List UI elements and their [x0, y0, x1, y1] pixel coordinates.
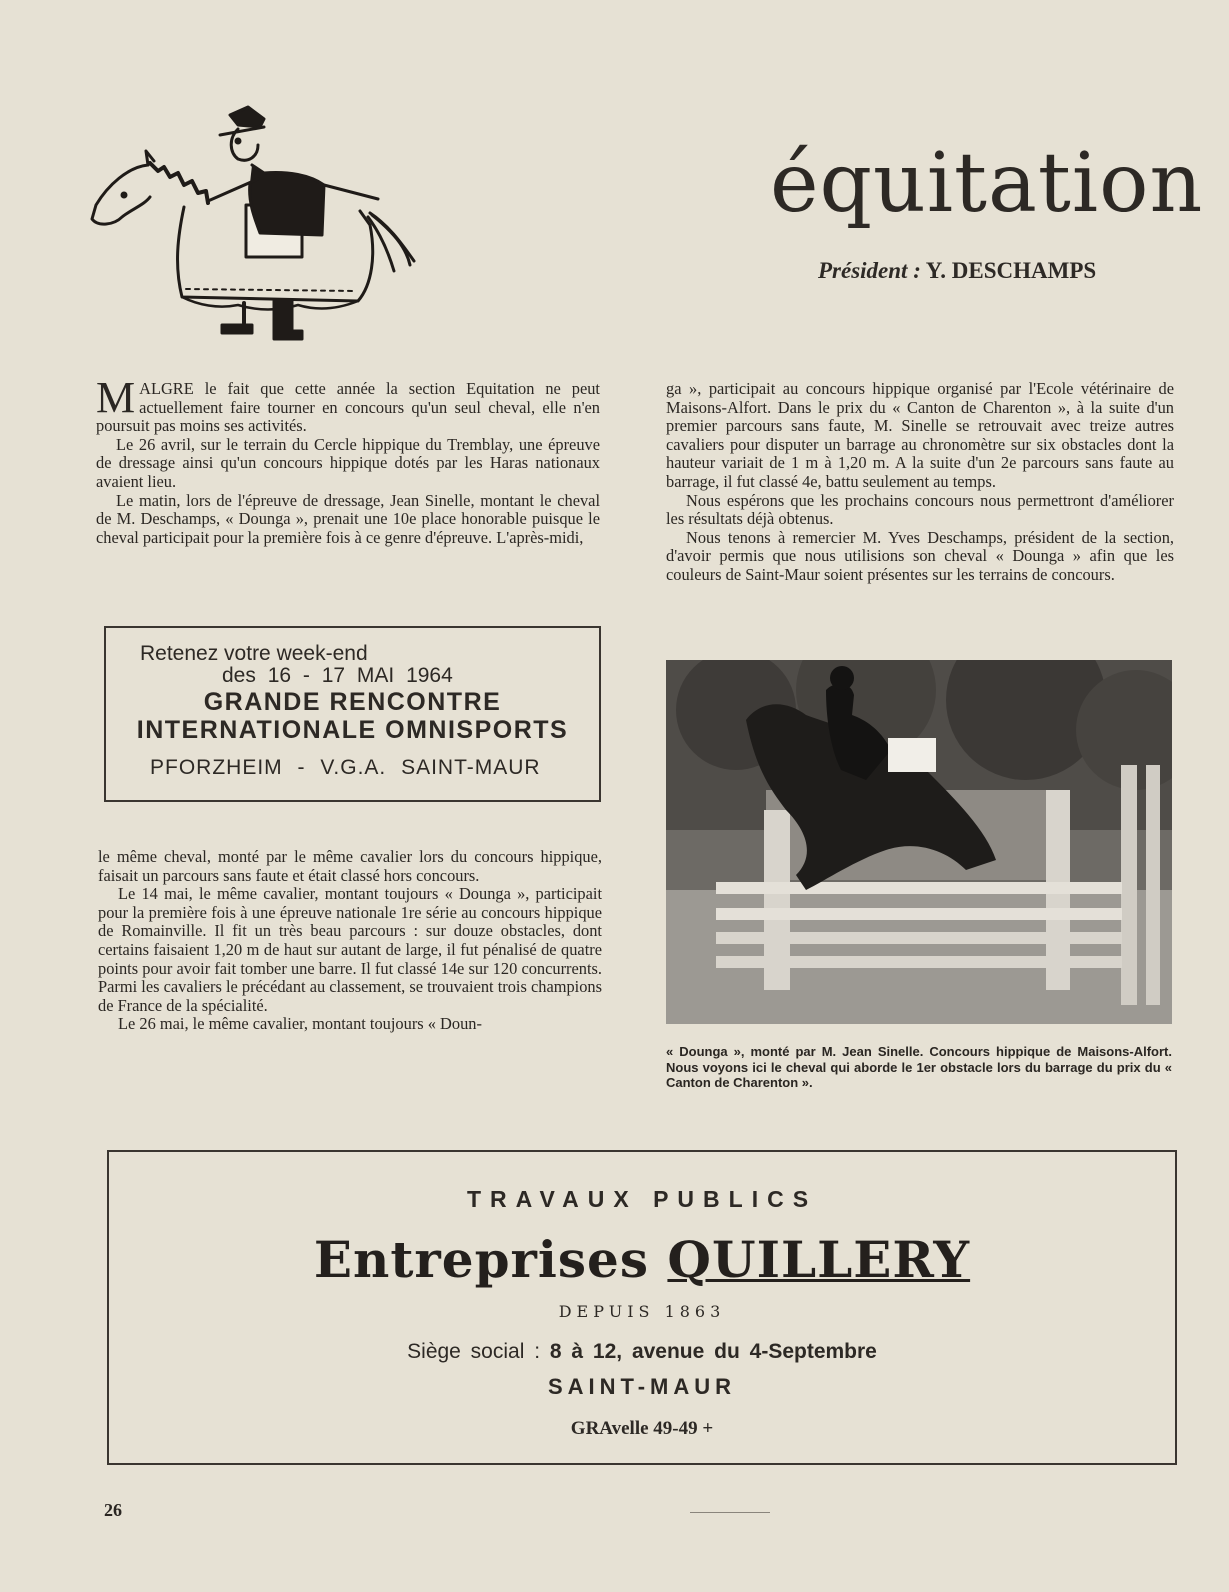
- article-paragraph: Le 26 avril, sur le terrain du Cercle hippique du Tremblay, une épreuve de dressage ainsi qu'un concours hippique dotés par les Haras nationaux avaient lieu.: [96, 434, 600, 491]
- event-notice-box: [104, 626, 601, 802]
- ad-since: DEPUIS 1863: [558, 1302, 726, 1321]
- ad-company-prefix: Entreprises: [313, 1230, 649, 1289]
- president-role: Président :: [818, 258, 921, 283]
- ad-company-brand: QUILLERY: [667, 1230, 971, 1289]
- president-name: Y. DESCHAMPS: [925, 258, 1097, 283]
- notice-heading: INTERNATIONALE OMNISPORTS: [136, 716, 569, 744]
- ad-company-name: [109, 1230, 1175, 1289]
- ad-phone: GRAvelle 49-49 +: [570, 1418, 714, 1439]
- section-title: équitation: [770, 135, 1204, 231]
- footer-rule: [690, 1512, 770, 1513]
- article-paragraph: Nous tenons à remercier M. Yves Deschamps, président de la section, d'avoir permis que nous utilisions son cheval « Dounga » afin que les couleurs de Saint-Maur soient présentes sur les terrains de concours.: [666, 527, 1174, 584]
- ad-address: [109, 1340, 1175, 1364]
- rider-cartoon-illustration: [88, 105, 418, 345]
- ad-address-label: Siège social :: [407, 1340, 541, 1363]
- show-jumping-photo: [666, 660, 1172, 1024]
- drop-cap: M: [96, 373, 136, 422]
- notice-participants: PFORZHEIM - V.G.A. SAINT-MAUR: [150, 756, 541, 779]
- article-right: [666, 380, 1174, 585]
- photo-caption: « Dounga », monté par M. Jean Sinelle. Concours hippique de Maisons-Alfort. Nous voyons ici le cheval qui aborde le 1er obstacle lors du barrage du prix du « Canton de Charenton ».: [666, 1044, 1172, 1090]
- president-line: [818, 258, 1096, 284]
- article-left-bottom: [98, 848, 602, 1034]
- page-number: 26: [104, 1500, 122, 1520]
- ad-city: SAINT-MAUR: [547, 1374, 737, 1399]
- notice-line: Retenez votre week-end: [140, 642, 368, 665]
- ad-category: TRAVAUX PUBLICS: [466, 1186, 818, 1212]
- notice-heading: GRANDE RENCONTRE: [203, 688, 502, 716]
- quillery-advertisement: [107, 1150, 1177, 1465]
- article-paragraph: ga », participait au concours hippique organisé par l'Ecole vétérinaire de Maisons-Alfort. Dans le prix du « Canton de Charenton », à la suite d'un premier parcours sans faute, M. Sinelle se retrouvait avec treize autres cavaliers pour disputer un barrage au chronomètre sur six obstacles dont la hauteur variait de 1 m à 1,20 m. A la suite d'un 2e parcours sans faute au barrage, il fut classé 4e, battu seulement au temps.: [666, 379, 1174, 491]
- photo-image: [666, 660, 1172, 1024]
- article-left-top: [96, 373, 600, 547]
- article-paragraph: Le matin, lors de l'épreuve de dressage, Jean Sinelle, montant le cheval de M. Deschamps, « Dounga », prenait une 10e place honorable puisque le cheval participait pour la première fois à ce genre d'épreuve. L'après-midi,: [96, 490, 600, 547]
- article-paragraph: Le 14 mai, le même cavalier, montant toujours « Dounga », participait pour la première fois à une épreuve nationale 1re série au concours hippique de Romainville. Il fit un très beau parcours : sur douze obstacles, dont certains faisaient 1,20 m de haut sur autant de large, il fut pénalisé de quatre points pour avoir fait tomber une barre. Il fut classé 14e sur 120 concurrents. Parmi les cavaliers le précédant au classement, se trouvaient trois champions de France de la spécialité.: [98, 884, 602, 1015]
- article-paragraph: Le 26 mai, le même cavalier, montant toujours « Doun-: [118, 1014, 482, 1034]
- article-paragraph: MALGRE le fait que cette année la section Equitation ne peut actuellement faire tourner en concours qu'un seul cheval, elle n'en poursuit pas moins ses activités.: [96, 373, 600, 436]
- notice-date: des 16 - 17 MAI 1964: [222, 664, 453, 687]
- article-paragraph: le même cheval, monté par le même cavalier lors du concours hippique, faisait un parcours sans faute et était classé hors concours.: [98, 847, 602, 885]
- ad-address-value: 8 à 12, avenue du 4-Septembre: [549, 1340, 877, 1363]
- article-paragraph: Nous espérons que les prochains concours nous permettront d'améliorer les résultats déjà obtenus.: [666, 490, 1174, 529]
